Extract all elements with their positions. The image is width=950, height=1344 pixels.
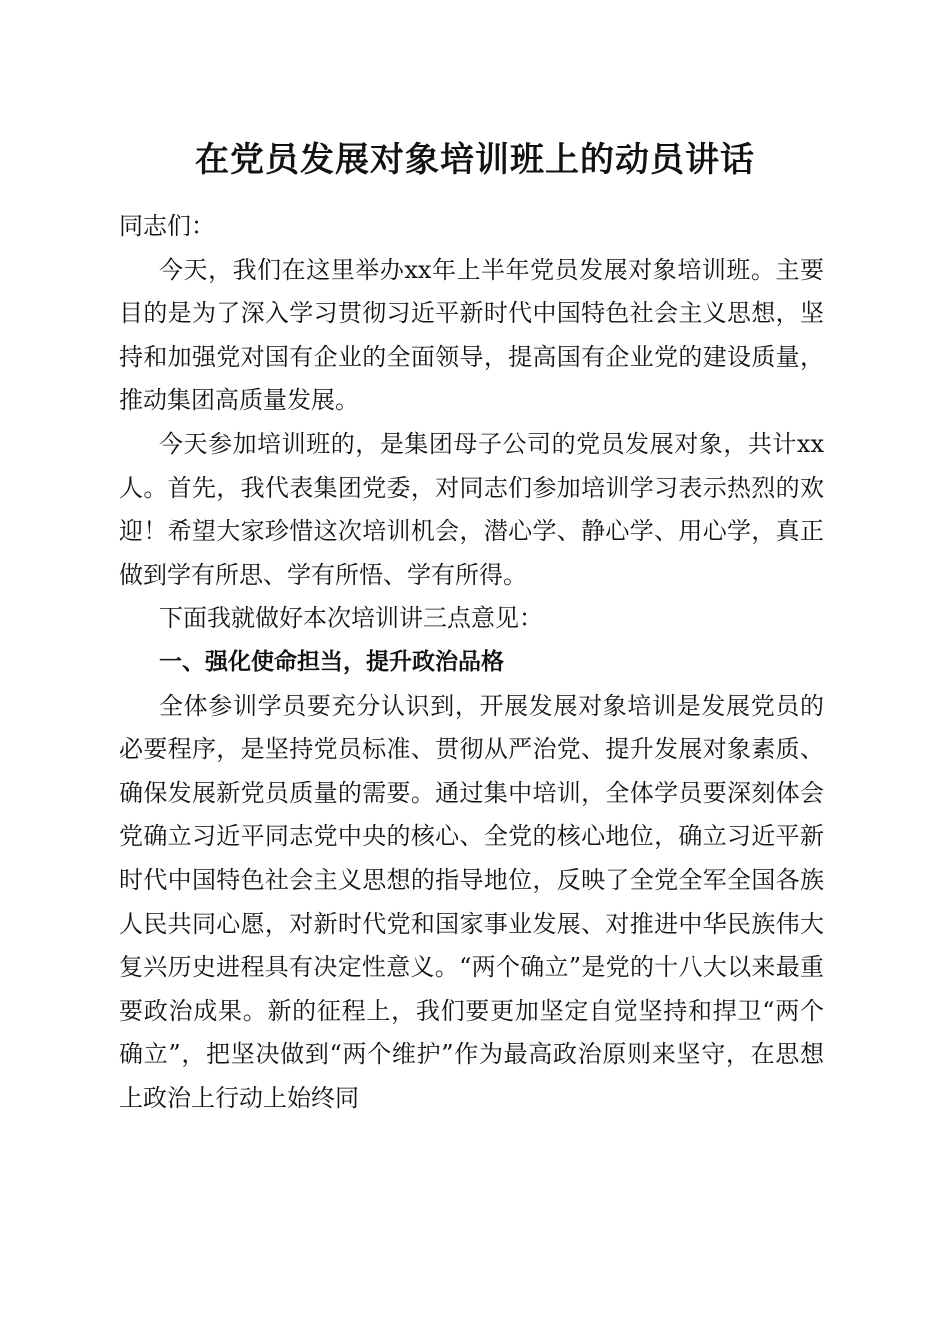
paragraph-1: 今天，我们在这里举办xx年上半年党员发展对象培训班。主要目的是为了深入学习贯彻习近平新时代中国特色社会主义思想，坚持和加强党对国有企业的全面领导，提高国有企业党的建设质量，推动集团高质量发展。 [119,255,824,415]
document-body [119,205,824,1120]
document-title: 在党员发展对象培训班上的动员讲话 [195,140,755,180]
salutation: 同志们： [119,212,215,240]
paragraph-2: 今天参加培训班的，是集团母子公司的党员发展对象，共计xx人。首先，我代表集团党委，对同志们参加培训学习表示热烈的欢迎！希望大家珍惜这次培训机会，潜心学、静心学、用心学，真正做到学有所思、学有所悟、学有所得。 [119,429,824,589]
paragraph-4: 全体参训学员要充分认识到，开展发展对象培训是发展党员的必要程序，是坚持党员标准、贯彻从严治党、提升发展对象素质、确保发展新党员质量的需要。通过集中培训，全体学员要深刻体会党确立习近平同志党中央的核心、全党的核心地位，确立习近平新时代中国特色社会主义思想的指导地位，反映了全党全军全国各族人民共同心愿，对新时代党和国家事业发展、对推进中华民族伟大复兴历史进程具有决定性意义。“两个确立”是党的十八大以来最重要政治成果。新的征程上，我们要更加坚定自觉坚持和捍卫“两个确立”，把坚决做到“两个维护”作为最高政治原则来坚守，在思想上政治上行动上始终同 [119,691,824,1112]
paragraph-3: 下面我就做好本次培训讲三点意见： [159,604,543,633]
section-heading-1: 一、强化使命担当，提升政治品格 [159,648,504,675]
